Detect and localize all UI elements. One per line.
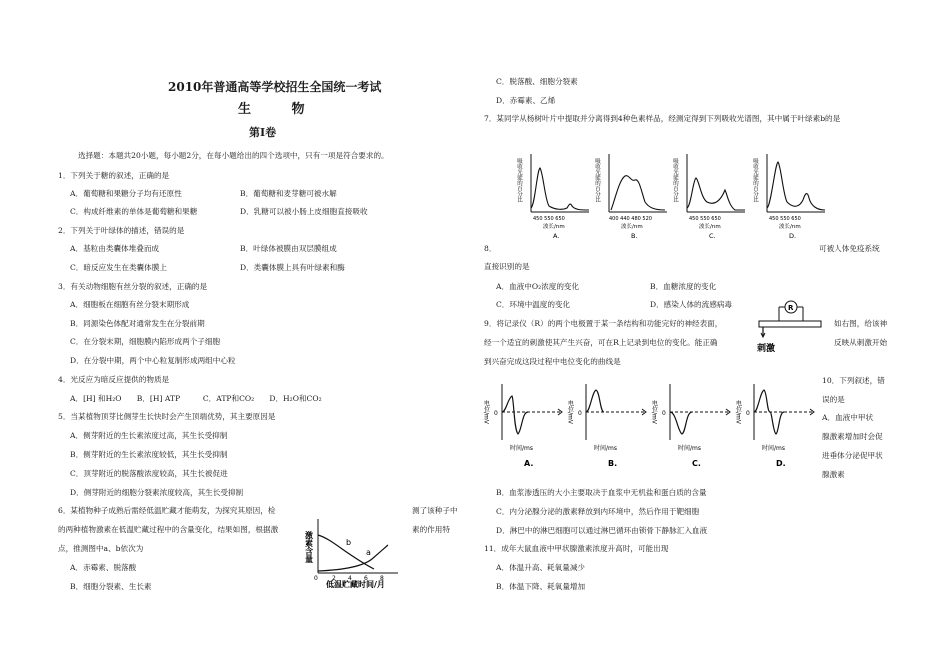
q6-line2-tail: 素的作用特 [412,525,450,534]
q9-d-ylabel: 电位/mV [734,400,742,424]
q9-c-label: C. [692,459,701,468]
q9-curve-b-panel [567,384,647,468]
q11-option-b: B．体温下降、耗氧量增加 [496,582,586,591]
exam-title: 2010年普通高等学校招生全国统一考试 [168,80,382,94]
q7-a-ticks: 450 550 650 [533,216,565,222]
q5-option-d: D．侧芽附近的细胞分裂素浓度较高，其生长受抑制 [70,488,244,497]
q6-tick-8: 8 [380,575,384,582]
q9-curve-c-panel [651,384,731,468]
q8-number: 8． [484,244,497,253]
q3-option-a: A．细胞板在细胞有丝分裂末期形成 [70,300,190,309]
q6-tick-0: 0 [314,575,318,582]
q10-option-a-3: 进垂体分泌促甲状 [822,451,883,460]
q7-a-ylabel: 吸收光能的百分比 [516,158,522,202]
q7-b-xlabel: 波长/nm [621,224,643,230]
q10-option-c: C．内分泌腺分泌的激素释放到内环境中，然后作用于靶细胞 [496,507,700,516]
q7-stem: 7．某同学从杨树叶片中提取并分离得到4种色素样品，经测定得到下列吸收光谱图，其中属于叶绿素b的是 [484,114,841,123]
q6-option-c: C．脱落酸、细胞分裂素 [496,77,578,86]
q2-option-c: C．暗反应发生在类囊体膜上 [70,263,167,272]
q5-option-c: C．顶芽附近的脱落酸浓度较高，其生长被促进 [70,469,228,478]
q9-curve-a-panel [483,384,563,468]
q5-option-b: B．侧芽附近的生长素浓度较低，其生长受抑制 [70,450,228,459]
q9-line1-tail: 如右图，给该神 [834,319,888,328]
q10-option-a-2: 腺激素增加时会促 [822,432,883,441]
q6-option-d: D．赤霉素、乙烯 [496,96,556,105]
q7-a-xlabel: 波长/nm [543,224,565,230]
q6-curve-a [318,545,388,571]
q7-c-ticks: 450 550 650 [689,216,721,222]
q5-option-a: A．侧芽附近的生长素浓度过高，其生长受抑制 [70,431,228,440]
q7-c-xlabel: 波长/nm [699,224,721,230]
q9-c-origin: 0 [662,410,666,417]
q10-line1: 10．下列叙述，错 [822,376,885,385]
q7-c-ylabel: 吸收光能的百分比 [672,158,678,202]
q9-c-xlabel: 时间/ms [678,445,701,452]
q2-option-a: A．基粒由类囊体堆叠而成 [70,244,160,253]
subject-title: 生 物 [238,102,323,117]
q9-nerve-diagram [755,297,827,357]
q7-panel-d [752,154,825,240]
q7-spectra-figure [515,150,885,242]
q10-option-d: D．淋巴中的淋巴细胞可以通过淋巴循环由锁骨下静脉汇入血液 [496,526,708,535]
q7-b-ticks: 400 440 480 520 [609,216,652,222]
q6-graph-ylabel: 激素含量 [304,531,314,563]
q4-options: A．[H] 和H₂O B．[H] ATP C．ATP和CO₂ D．H₂O和CO₂ [70,394,322,403]
nerve-fiber [759,321,821,327]
q7-b-label: B. [631,232,638,240]
q8-line2: 直接识别的是 [484,262,530,271]
q7-d-ylabel: 吸收光能的百分比 [752,158,758,202]
q6-tick-4: 4 [348,575,352,582]
q3-option-c: C．在分裂末期，细胞膜内陷形成两个子细胞 [70,337,221,346]
q11-option-a: A．体温升高、耗氧量减少 [496,563,586,572]
q9-a-origin: 0 [494,410,498,417]
q1-option-b: B．葡萄糖和麦芽糖可被水解 [240,189,337,198]
q9-b-origin: 0 [578,410,582,417]
q7-d-label: D. [789,232,797,240]
q9-d-origin: 0 [746,410,750,417]
q8-option-d: D．感染人体的流感病毒 [650,300,733,309]
q6-tick-6: 6 [364,575,368,582]
q9-line2: 经一个适宜的刺激使其产生兴奋，可在R上记录到电位的变化。能正确 [484,338,718,347]
q3-stem: 3．有关动物细胞有丝分裂的叙述，正确的是 [58,282,208,291]
q6-graph-xlabel: 低温贮藏时间/月 [326,580,385,589]
q3-option-b: B．同源染色体配对通常发生在分裂前期 [70,319,205,328]
q9-line3: 到兴奋完成这段过程中电位变化的曲线是 [484,357,621,366]
q9-stimulus-label: 刺激 [757,344,776,354]
q6-line3: 点，推测图中a、b依次为 [58,544,144,553]
q10-line2: 误的是 [822,395,845,404]
q2-stem: 2．下列关于叶绿体的描述，错误的是 [58,226,185,235]
q6-option-b: B．细胞分裂素、生长素 [70,582,152,591]
q6-line1: 6．某植物种子成熟后需经低温贮藏才能萌发，为探究其原因，检 [58,506,276,515]
q6-curve-b-label: b [346,538,352,547]
q6-option-a: A．赤霉素、脱落酸 [70,563,137,572]
q1-option-d: D．乳糖可以被小肠上皮细胞直接吸收 [240,207,368,216]
q9-line1: 9．将记录仪（R）的两个电极置于某一条结构和功能完好的神经表面， [484,319,723,328]
q6-line1-tail: 测了该种子中 [412,506,458,515]
q9-meter-label: R [788,304,794,312]
q10-option-b: B．血浆渗透压的大小主要取决于血浆中无机盐和蛋白质的含量 [496,488,707,497]
q8-option-a: A．血液中O₂浓度的变化 [496,282,580,291]
q9-d-xlabel: 时间/ms [762,445,785,452]
q9-a-ylabel: 电位/mV [482,400,490,424]
q7-panel-b [594,154,667,240]
q7-c-label: C. [709,232,716,240]
instructions: 选择题：本题共20小题，每小题2分，在每小题给出的四个选项中，只有一项是符合要求的。 [78,151,389,160]
q9-c-ylabel: 电位/mV [650,400,658,424]
q9-a-label: A. [524,459,534,468]
q2-option-d: D．类囊体膜上具有叶绿素和酶 [240,263,345,272]
q2-option-b: B．叶绿体被膜由双层膜组成 [240,244,337,253]
q1-option-c: C．构成纤维素的单体是葡萄糖和果糖 [70,207,198,216]
q9-b-xlabel: 时间/ms [594,445,617,452]
q9-a-xlabel: 时间/ms [510,445,533,452]
q7-panel-c [672,154,745,240]
q7-panel-a [516,154,589,240]
q5-stem: 5．当某植物顶芽比侧芽生长快时会产生顶端优势，其主要原因是 [58,412,276,421]
q9-b-ylabel: 电位/mV [566,400,574,424]
q1-option-a: A．葡萄糖和果糖分子均有还原性 [70,189,182,198]
q10-option-a-4: 腺激素 [822,470,845,479]
q7-d-xlabel: 波长/nm [779,224,801,230]
q9-potential-curves [484,378,814,470]
q6-hormone-graph [302,515,406,587]
q7-b-ylabel: 吸收光能的百分比 [594,158,600,202]
q8-option-c: C．环境中温度的变化 [496,300,571,309]
q11-stem: 11．成年大鼠血液中甲状腺激素浓度升高时，可能出现 [484,544,669,553]
q8-stem-tail: 可被人体免疫系统 [819,244,880,253]
volume-heading: 第Ⅰ卷 [249,126,277,139]
q9-curve-d-panel [735,384,815,468]
q1-stem: 1．下列关于糖的叙述，正确的是 [58,171,170,180]
q9-b-label: B. [608,459,618,468]
q6-line2: 的两种植物激素在低温贮藏过程中的含量变化，结果如图，根据激 [58,525,279,534]
q6-tick-2: 2 [332,575,336,582]
q7-a-label: A. [553,232,560,240]
q9-d-label: D. [776,459,786,468]
q6-curve-a-label: a [366,548,371,557]
q10-option-a-1: A．血液中甲状 [822,413,874,422]
q8-option-b: B．血糖浓度的变化 [650,282,717,291]
q9-line2-tail: 反映从刺激开始 [834,338,888,347]
q7-d-ticks: 450 550 650 [769,216,801,222]
q3-option-d: D．在分裂中期，两个中心粒复制形成两组中心粒 [70,356,236,365]
q4-stem: 4．光反应为暗反应提供的物质是 [58,375,170,384]
